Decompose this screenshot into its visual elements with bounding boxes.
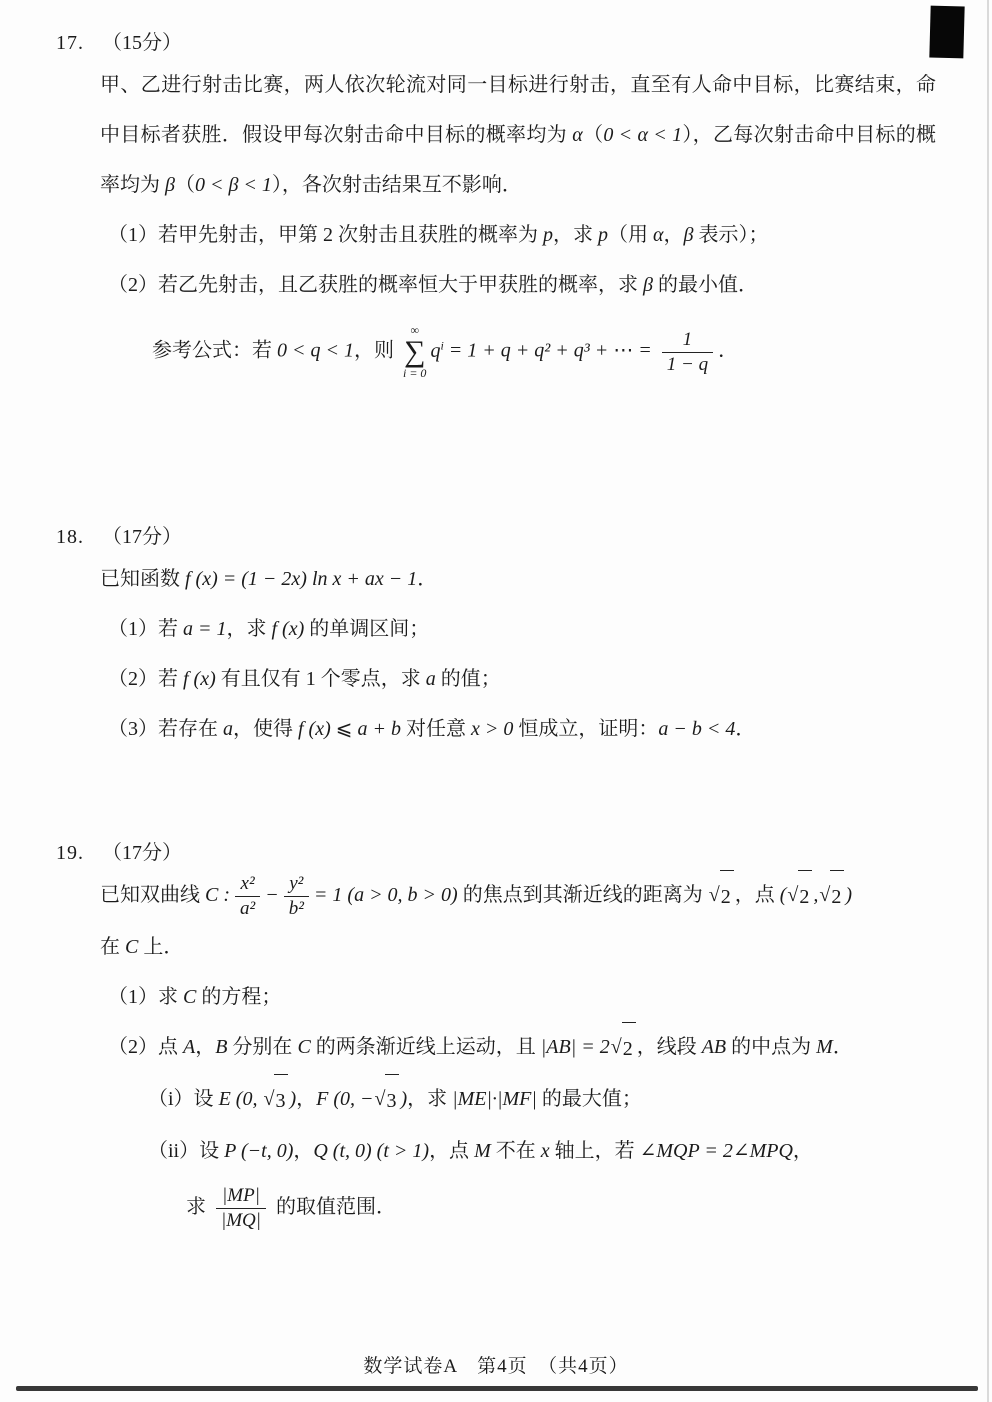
math-run: E (0, bbox=[218, 1088, 263, 1111]
sum-upper-limit: ∞ bbox=[410, 322, 419, 337]
text-run: （3）若存在 bbox=[108, 718, 223, 741]
math-run: 0 < q < 1 bbox=[277, 339, 354, 362]
math-run: = 1 (a > 0, b > 0) bbox=[313, 884, 458, 907]
text-run: ，求 bbox=[553, 224, 598, 246]
problem-19-part-1 bbox=[108, 972, 936, 1022]
fraction bbox=[216, 1185, 266, 1232]
math-run: a bbox=[425, 668, 436, 691]
fraction-denominator: |MQ| bbox=[216, 1208, 266, 1232]
text-run: ，点 bbox=[429, 1140, 475, 1163]
text-run: 求 bbox=[186, 1196, 211, 1219]
math-run: β bbox=[683, 224, 694, 246]
math-run: p bbox=[598, 224, 608, 246]
text-run: ），乙每次射击命中目标的概率均为 bbox=[100, 124, 937, 196]
text-run: （ii）设 bbox=[148, 1140, 225, 1163]
footer-text: 数学试卷A 第4页 （共4页） bbox=[363, 1356, 629, 1377]
text-run: ，使得 bbox=[233, 718, 298, 741]
text-run: 轴上，若 bbox=[549, 1140, 640, 1163]
math-run: |ME|·|MF| bbox=[452, 1088, 537, 1111]
text-run: （2）若 bbox=[108, 668, 183, 691]
scan-artifact-right-edge bbox=[987, 0, 989, 1402]
math-run: = 1 + q + q² + q³ + ⋯ = bbox=[443, 339, 657, 362]
text-run: 表示）； bbox=[693, 224, 769, 246]
text-run: ． bbox=[735, 718, 756, 741]
problem-18-statement bbox=[100, 554, 936, 604]
text-run: 的焦点到其渐近线的距离为 bbox=[457, 884, 708, 907]
math-run: C : bbox=[205, 884, 230, 907]
text-run: （ bbox=[174, 174, 195, 196]
math-run: P (−t, 0) bbox=[224, 1140, 294, 1163]
text-run: ， bbox=[663, 224, 684, 246]
text-run: ． bbox=[417, 568, 438, 591]
math-run: a − b < 4 bbox=[658, 718, 736, 741]
text-run: 不在 bbox=[490, 1140, 541, 1163]
fraction bbox=[235, 873, 260, 920]
math-run: 0 < α < 1 bbox=[603, 124, 683, 146]
math-run: ) bbox=[289, 1088, 297, 1111]
text-run: （2）若乙先射击，且乙获胜的概率恒大于甲获胜的概率，求 bbox=[108, 274, 643, 296]
text-run: ，点 bbox=[734, 884, 780, 907]
math-run: α bbox=[653, 224, 664, 246]
text-run: 参考公式：若 bbox=[152, 339, 277, 362]
text-run: （ bbox=[582, 124, 604, 146]
text-run: ， bbox=[792, 1140, 813, 1163]
text-run: ， bbox=[195, 1036, 216, 1059]
text-run: ， bbox=[293, 1140, 314, 1163]
problem-19-statement-line-2 bbox=[100, 922, 936, 972]
radicand: 3 bbox=[385, 1074, 399, 1126]
text-run: （1）若 bbox=[108, 618, 183, 641]
math-run: x > 0 bbox=[471, 718, 514, 741]
text-run: ，线段 bbox=[636, 1036, 702, 1059]
math-run: a = 1 bbox=[183, 618, 227, 641]
math-run: f (x) bbox=[271, 618, 305, 641]
text-run: 上． bbox=[138, 936, 184, 959]
text-run: ），各次射击结果互不影响． bbox=[271, 174, 522, 196]
math-run: a bbox=[223, 718, 233, 741]
text-run: 的单调区间； bbox=[304, 618, 430, 641]
problem-19-points: （17分） bbox=[102, 842, 182, 865]
problem-18-header bbox=[56, 520, 936, 554]
summation bbox=[403, 324, 426, 380]
problem-17-part-1 bbox=[108, 210, 936, 260]
fraction bbox=[284, 873, 309, 920]
radicand: 2 bbox=[830, 870, 844, 922]
problem-19-part-2-ii bbox=[148, 1126, 936, 1176]
math-run: x bbox=[540, 1140, 550, 1163]
text-run: 对任意 bbox=[401, 718, 472, 741]
problem-18-part-2 bbox=[108, 654, 936, 704]
fraction-denominator: a² bbox=[235, 896, 260, 920]
math-run: ) bbox=[845, 884, 853, 907]
math-run: |AB| = 2 bbox=[540, 1036, 610, 1059]
radical-expression bbox=[819, 870, 844, 922]
problem-19-statement-line-1 bbox=[100, 870, 936, 922]
math-run: p bbox=[543, 224, 553, 246]
text-run: ， bbox=[296, 1088, 317, 1111]
fraction-denominator: 1 − q bbox=[662, 352, 713, 376]
problem-19-part-2 bbox=[108, 1022, 936, 1074]
scan-artifact-corner bbox=[929, 6, 964, 59]
text-run: 已知函数 bbox=[100, 568, 185, 591]
sum-lower-limit: i = 0 bbox=[403, 366, 427, 381]
radical-sign-icon: √ bbox=[610, 1036, 622, 1059]
math-run: f (x) = (1 − 2x) ln x + ax − 1 bbox=[185, 568, 418, 591]
math-run: − bbox=[265, 884, 279, 907]
math-run: A bbox=[183, 1036, 196, 1059]
problem-17-points: （15分） bbox=[102, 32, 182, 54]
radical-sign-icon: √ bbox=[787, 884, 799, 907]
problem-18 bbox=[56, 520, 936, 754]
radical-expression bbox=[787, 870, 812, 922]
math-run: C bbox=[297, 1036, 311, 1059]
math-run: C bbox=[125, 936, 139, 959]
text-run: 分别在 bbox=[227, 1036, 298, 1059]
text-run: 的取值范围． bbox=[271, 1196, 396, 1219]
math-run: ( bbox=[779, 884, 787, 907]
text-run: 的两条渐近线上运动，且 bbox=[310, 1036, 541, 1059]
math-run: M bbox=[474, 1140, 491, 1163]
fraction-denominator: b² bbox=[284, 896, 309, 920]
radicand: 3 bbox=[274, 1074, 288, 1126]
text-run: 有且仅有 1 个零点，求 bbox=[215, 668, 426, 691]
radical-expression bbox=[263, 1074, 288, 1126]
text-run: （用 bbox=[608, 224, 653, 246]
problem-17-header bbox=[56, 26, 936, 60]
problem-17-reference-formula bbox=[152, 320, 936, 380]
math-run: Q (t, 0) (t > 1) bbox=[313, 1140, 430, 1163]
radicand: 2 bbox=[720, 870, 734, 922]
radical-sign-icon: √ bbox=[263, 1088, 275, 1111]
text-run: 恒成立，证明： bbox=[513, 718, 659, 741]
radical-expression bbox=[709, 870, 734, 922]
radical-expression bbox=[374, 1074, 399, 1126]
text-run: 已知双曲线 bbox=[100, 884, 205, 907]
radical-expression bbox=[611, 1022, 636, 1074]
fraction-numerator: y² bbox=[289, 873, 304, 895]
text-run: （i）设 bbox=[148, 1088, 219, 1111]
problem-18-part-3 bbox=[108, 704, 936, 754]
radical-sign-icon: √ bbox=[819, 884, 831, 907]
text-run: 在 bbox=[100, 936, 125, 959]
problem-17-number: 17. bbox=[56, 32, 84, 54]
radicand: 2 bbox=[622, 1022, 636, 1074]
math-run: ∠MQP = 2∠MPQ bbox=[639, 1140, 793, 1163]
text-run: 的值； bbox=[435, 668, 501, 691]
math-run: f (x) ⩽ a + b bbox=[298, 718, 402, 741]
fraction bbox=[662, 329, 713, 376]
problem-17 bbox=[56, 26, 936, 380]
math-exponent: i bbox=[440, 338, 444, 352]
fraction-numerator: x² bbox=[240, 873, 255, 895]
problem-19 bbox=[56, 836, 936, 1232]
scan-artifact-bottom-edge bbox=[16, 1386, 978, 1391]
radical-sign-icon: √ bbox=[374, 1088, 386, 1111]
problem-19-number: 19. bbox=[56, 842, 84, 865]
math-run: F (0, − bbox=[316, 1088, 374, 1111]
fraction-numerator: |MP| bbox=[222, 1185, 260, 1207]
math-run: ) bbox=[400, 1088, 408, 1111]
radical-sign-icon: √ bbox=[708, 884, 720, 907]
text-run: （1）求 bbox=[108, 986, 183, 1009]
problem-19-part-2-i bbox=[148, 1074, 936, 1126]
text-run: 的最小值． bbox=[652, 274, 758, 296]
problem-17-part-2 bbox=[108, 260, 936, 310]
fraction-numerator: 1 bbox=[682, 328, 693, 350]
math-run: B bbox=[215, 1036, 228, 1059]
radicand: 2 bbox=[798, 870, 812, 922]
problem-18-points: （17分） bbox=[102, 526, 182, 549]
text-run: 甲、乙进行射击比赛，两人依次轮流对同一目标进行射击，直至有人命中目标，比赛结束，命中目标者获胜．假设甲每次射击命中目标的概率均为 bbox=[100, 74, 936, 146]
text-run: ，求 bbox=[226, 618, 272, 641]
text-run: 的方程； bbox=[196, 986, 282, 1009]
problem-17-statement bbox=[100, 60, 936, 210]
page-footer bbox=[0, 1351, 992, 1378]
math-run: f (x) bbox=[183, 668, 216, 691]
problem-19-header bbox=[56, 836, 936, 870]
math-run: , bbox=[813, 884, 819, 907]
math-run: β bbox=[643, 274, 653, 296]
text-run: 的最大值； bbox=[536, 1088, 642, 1111]
text-run: 的中点为 bbox=[726, 1036, 817, 1059]
sigma-symbol-icon: ∑ bbox=[404, 335, 426, 369]
problem-19-part-2-ii-continuation bbox=[186, 1182, 936, 1232]
problem-18-number: 18. bbox=[56, 526, 84, 549]
text-run: ． bbox=[718, 339, 739, 362]
math-run: C bbox=[183, 986, 197, 1009]
text-run: ，则 bbox=[354, 339, 399, 362]
math-run: α bbox=[572, 124, 583, 146]
text-run: ． bbox=[832, 1036, 853, 1059]
text-run: （2）点 bbox=[108, 1036, 183, 1059]
text-run: ，求 bbox=[407, 1088, 453, 1111]
problem-18-part-1 bbox=[108, 604, 936, 654]
math-base: $q^i$ bbox=[430, 338, 444, 362]
math-run: β bbox=[165, 174, 175, 196]
math-run: M bbox=[816, 1036, 833, 1059]
text-run: （1）若甲先射击，甲第 2 次射击且获胜的概率为 bbox=[108, 224, 543, 246]
math-run: 0 < β < 1 bbox=[194, 174, 272, 196]
math-run: AB bbox=[701, 1036, 727, 1059]
